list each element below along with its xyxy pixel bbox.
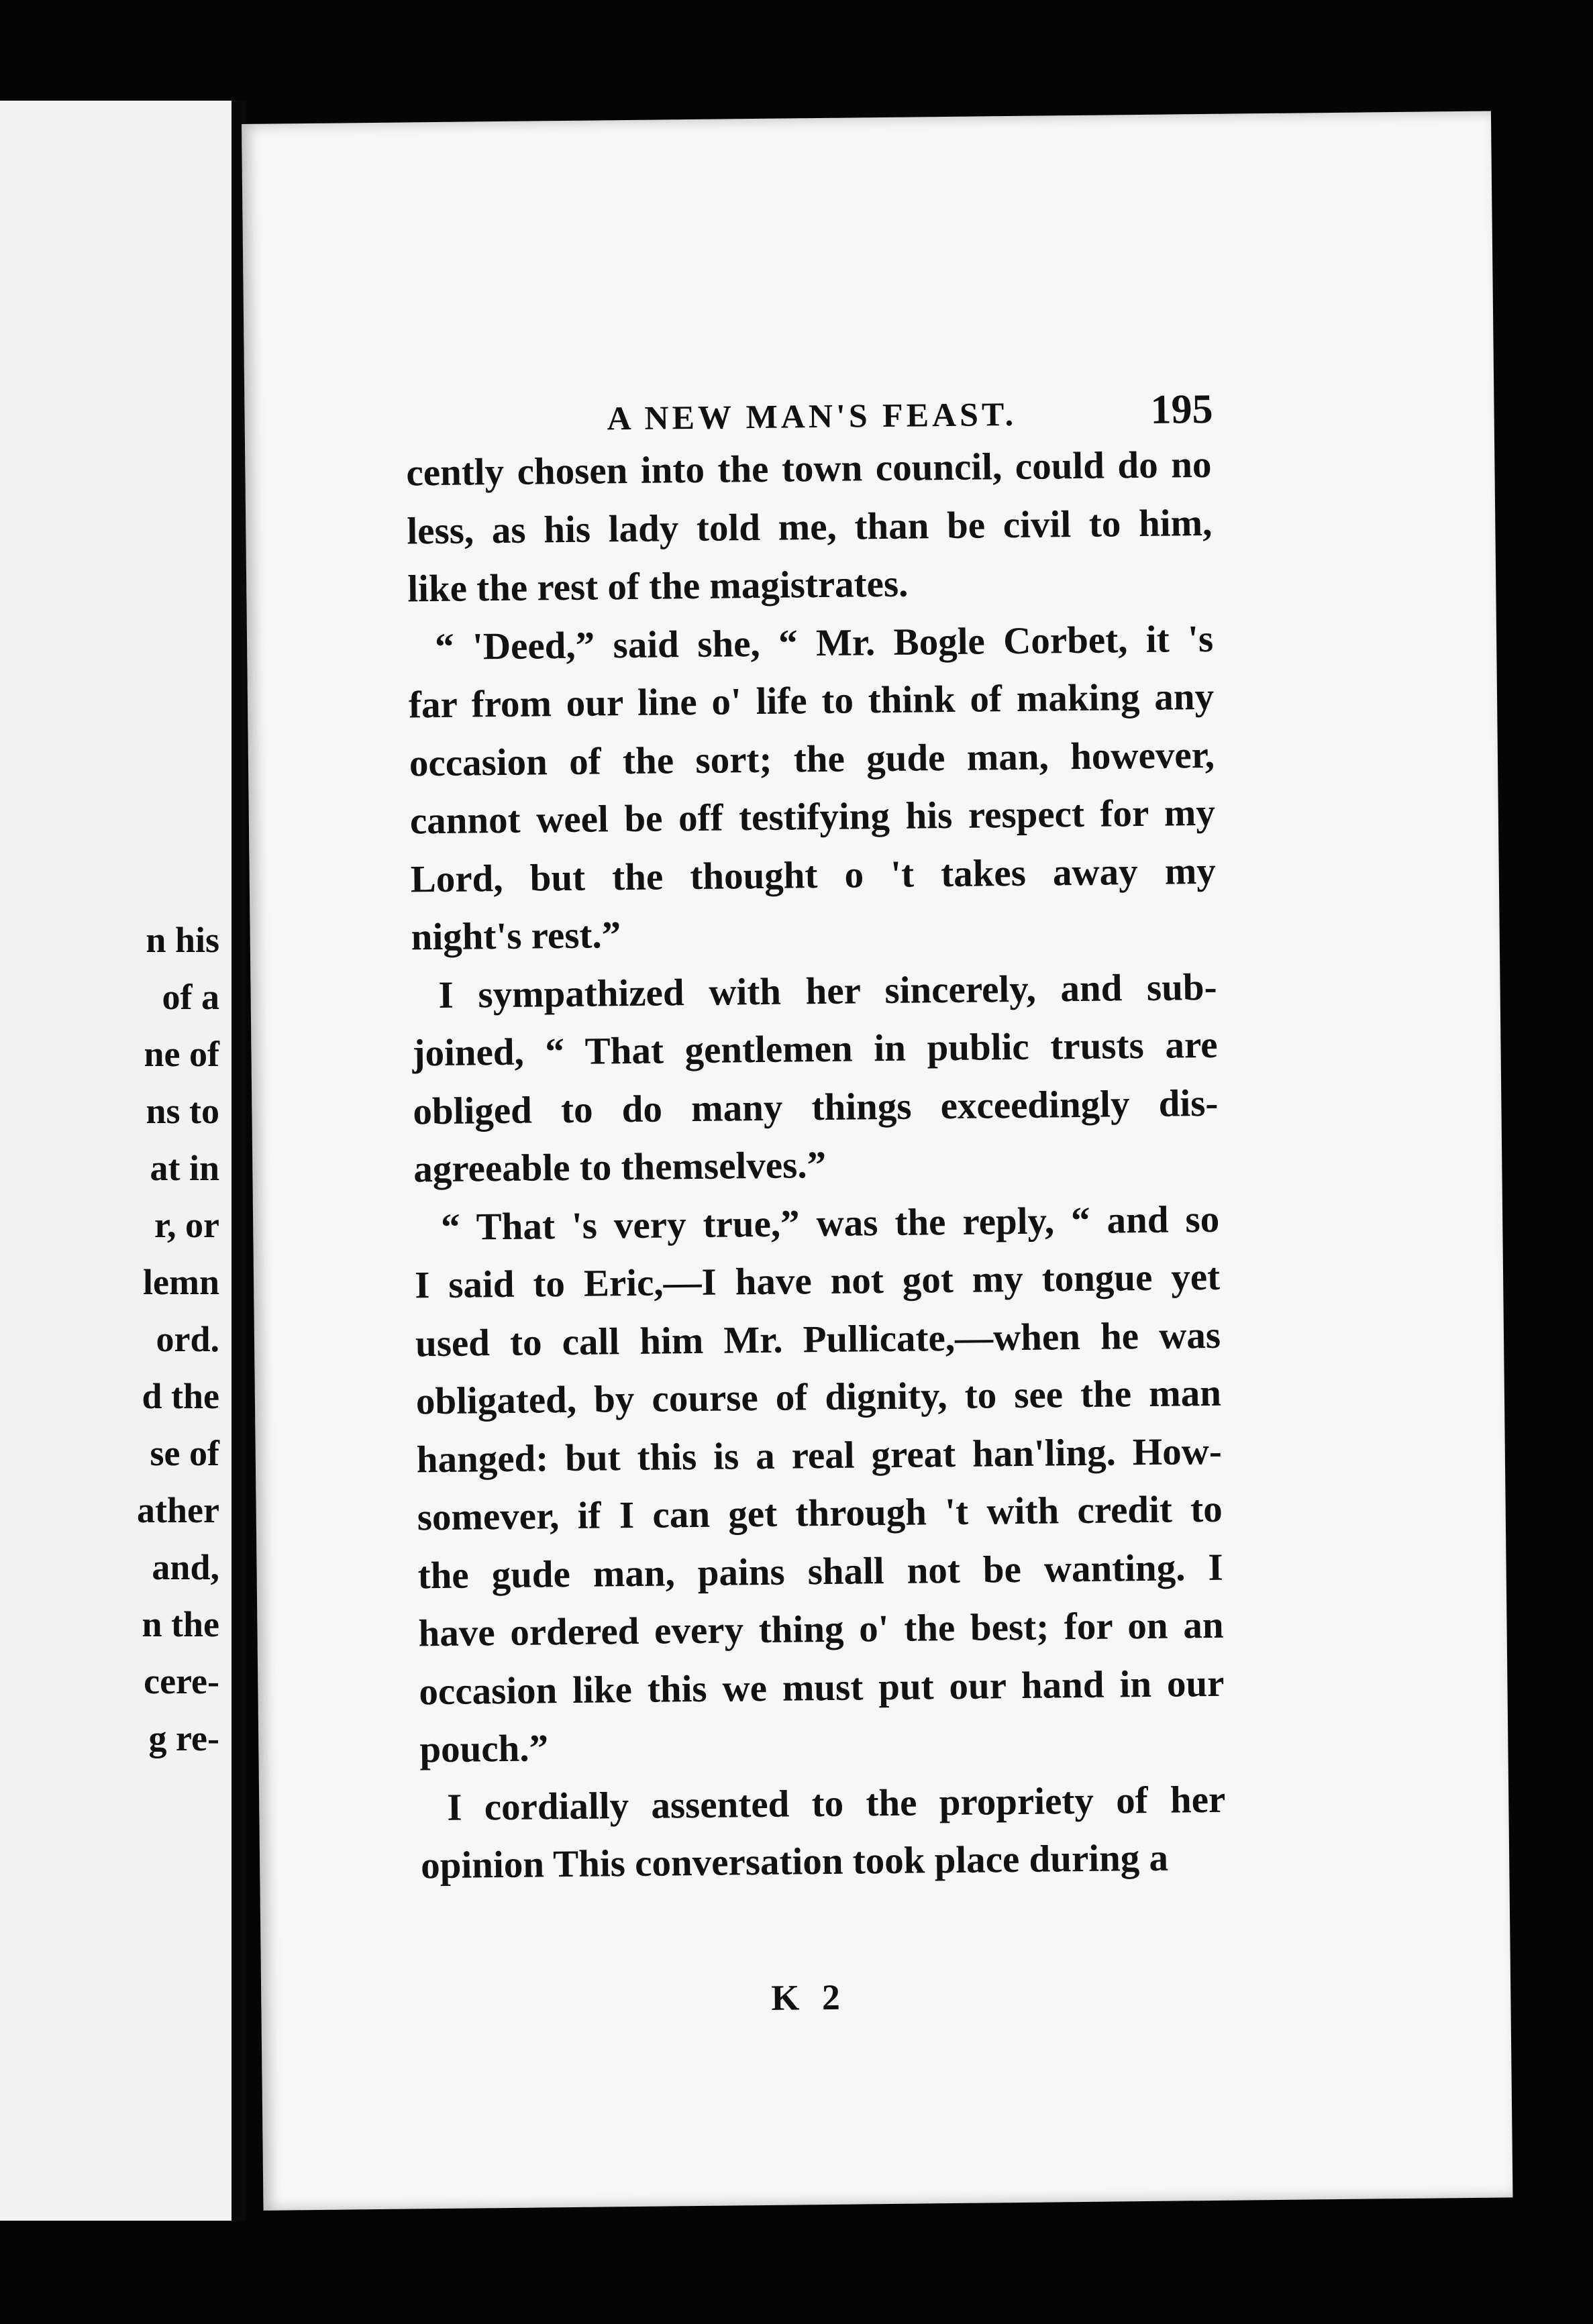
left-page-line-fragment: cere-	[144, 1661, 219, 1701]
page-number: 195	[1150, 386, 1213, 433]
text-line: hanged: but this is a real great han'ling. How-	[416, 1430, 1223, 1481]
left-page-line-fragment: n the	[142, 1604, 219, 1644]
left-page-line-fragment: g re-	[148, 1718, 219, 1758]
text-line: occasion like this we must put our hand in our	[419, 1662, 1225, 1713]
text-line: I sympathized with her sincerely, and sub-	[438, 965, 1217, 1016]
signature-mark: K 2	[770, 1976, 847, 2018]
left-page-line-fragment: of a	[162, 977, 219, 1017]
left-page-line-fragment: n his	[146, 920, 219, 960]
text-line: like the rest of the magistrates.	[407, 562, 909, 611]
text-line: “ That 's very true,” was the reply, “ and so	[440, 1198, 1220, 1249]
text-line: cannot weel be off testifying his respect for my	[409, 791, 1216, 843]
text-line: somever, if I can get through 't with credit to	[417, 1487, 1223, 1539]
text-line: night's rest.”	[411, 914, 621, 959]
text-line: less, as his lady told me, than be civil to him,	[407, 501, 1213, 552]
text-line: the gude man, pains shall not be wanting. I	[417, 1546, 1223, 1597]
text-line: obliged to do many things exceedingly dis-	[413, 1081, 1219, 1132]
left-page-line-fragment: ather	[137, 1490, 219, 1530]
left-page-line-fragment: and,	[152, 1547, 219, 1587]
text-line: used to call him Mr. Pullicate,—when he was	[415, 1314, 1221, 1365]
left-page-line-fragment: at in	[150, 1148, 219, 1188]
text-line: agreeable to themselves.”	[413, 1143, 827, 1191]
text-line: obligated, by course of dignity, to see the man	[415, 1371, 1222, 1423]
text-line: cently chosen into the town council, could do no	[406, 443, 1212, 494]
text-line: I said to Eric,—I have not got my tongue yet	[414, 1255, 1221, 1307]
running-head: A NEW MAN'S FEAST.	[607, 394, 1017, 437]
left-page-line-fragment: ne of	[144, 1034, 219, 1074]
left-page-line-fragment: se of	[150, 1433, 219, 1473]
text-line: opinion This conversation took place during a	[420, 1836, 1169, 1887]
left-page-line-fragment: ns to	[146, 1091, 219, 1131]
body-text	[406, 436, 1227, 1895]
text-line: I cordially assented to the propriety of her	[446, 1778, 1226, 1829]
left-page-line-fragment: ord.	[156, 1319, 219, 1359]
left-page-line-fragment: lemn	[143, 1262, 219, 1302]
text-line: far from our line o' life to think of making any	[408, 675, 1215, 727]
left-page	[0, 101, 232, 2221]
text-line: have ordered every thing o' the best; for on an	[418, 1603, 1224, 1655]
text-line: joined, “ That gentlemen in public trusts are	[412, 1023, 1218, 1075]
left-page-line-fragment: r, or	[154, 1205, 219, 1245]
text-line: pouch.”	[419, 1727, 549, 1771]
left-page-line-fragment: d the	[142, 1376, 219, 1416]
right-page	[242, 111, 1512, 2211]
text-line: occasion of the sort; the gude man, however,	[409, 733, 1215, 784]
text-line: Lord, but the thought o 't takes away my	[410, 849, 1217, 900]
text-line: “ 'Deed,” said she, “ Mr. Bogle Corbet, it 's	[434, 617, 1214, 668]
